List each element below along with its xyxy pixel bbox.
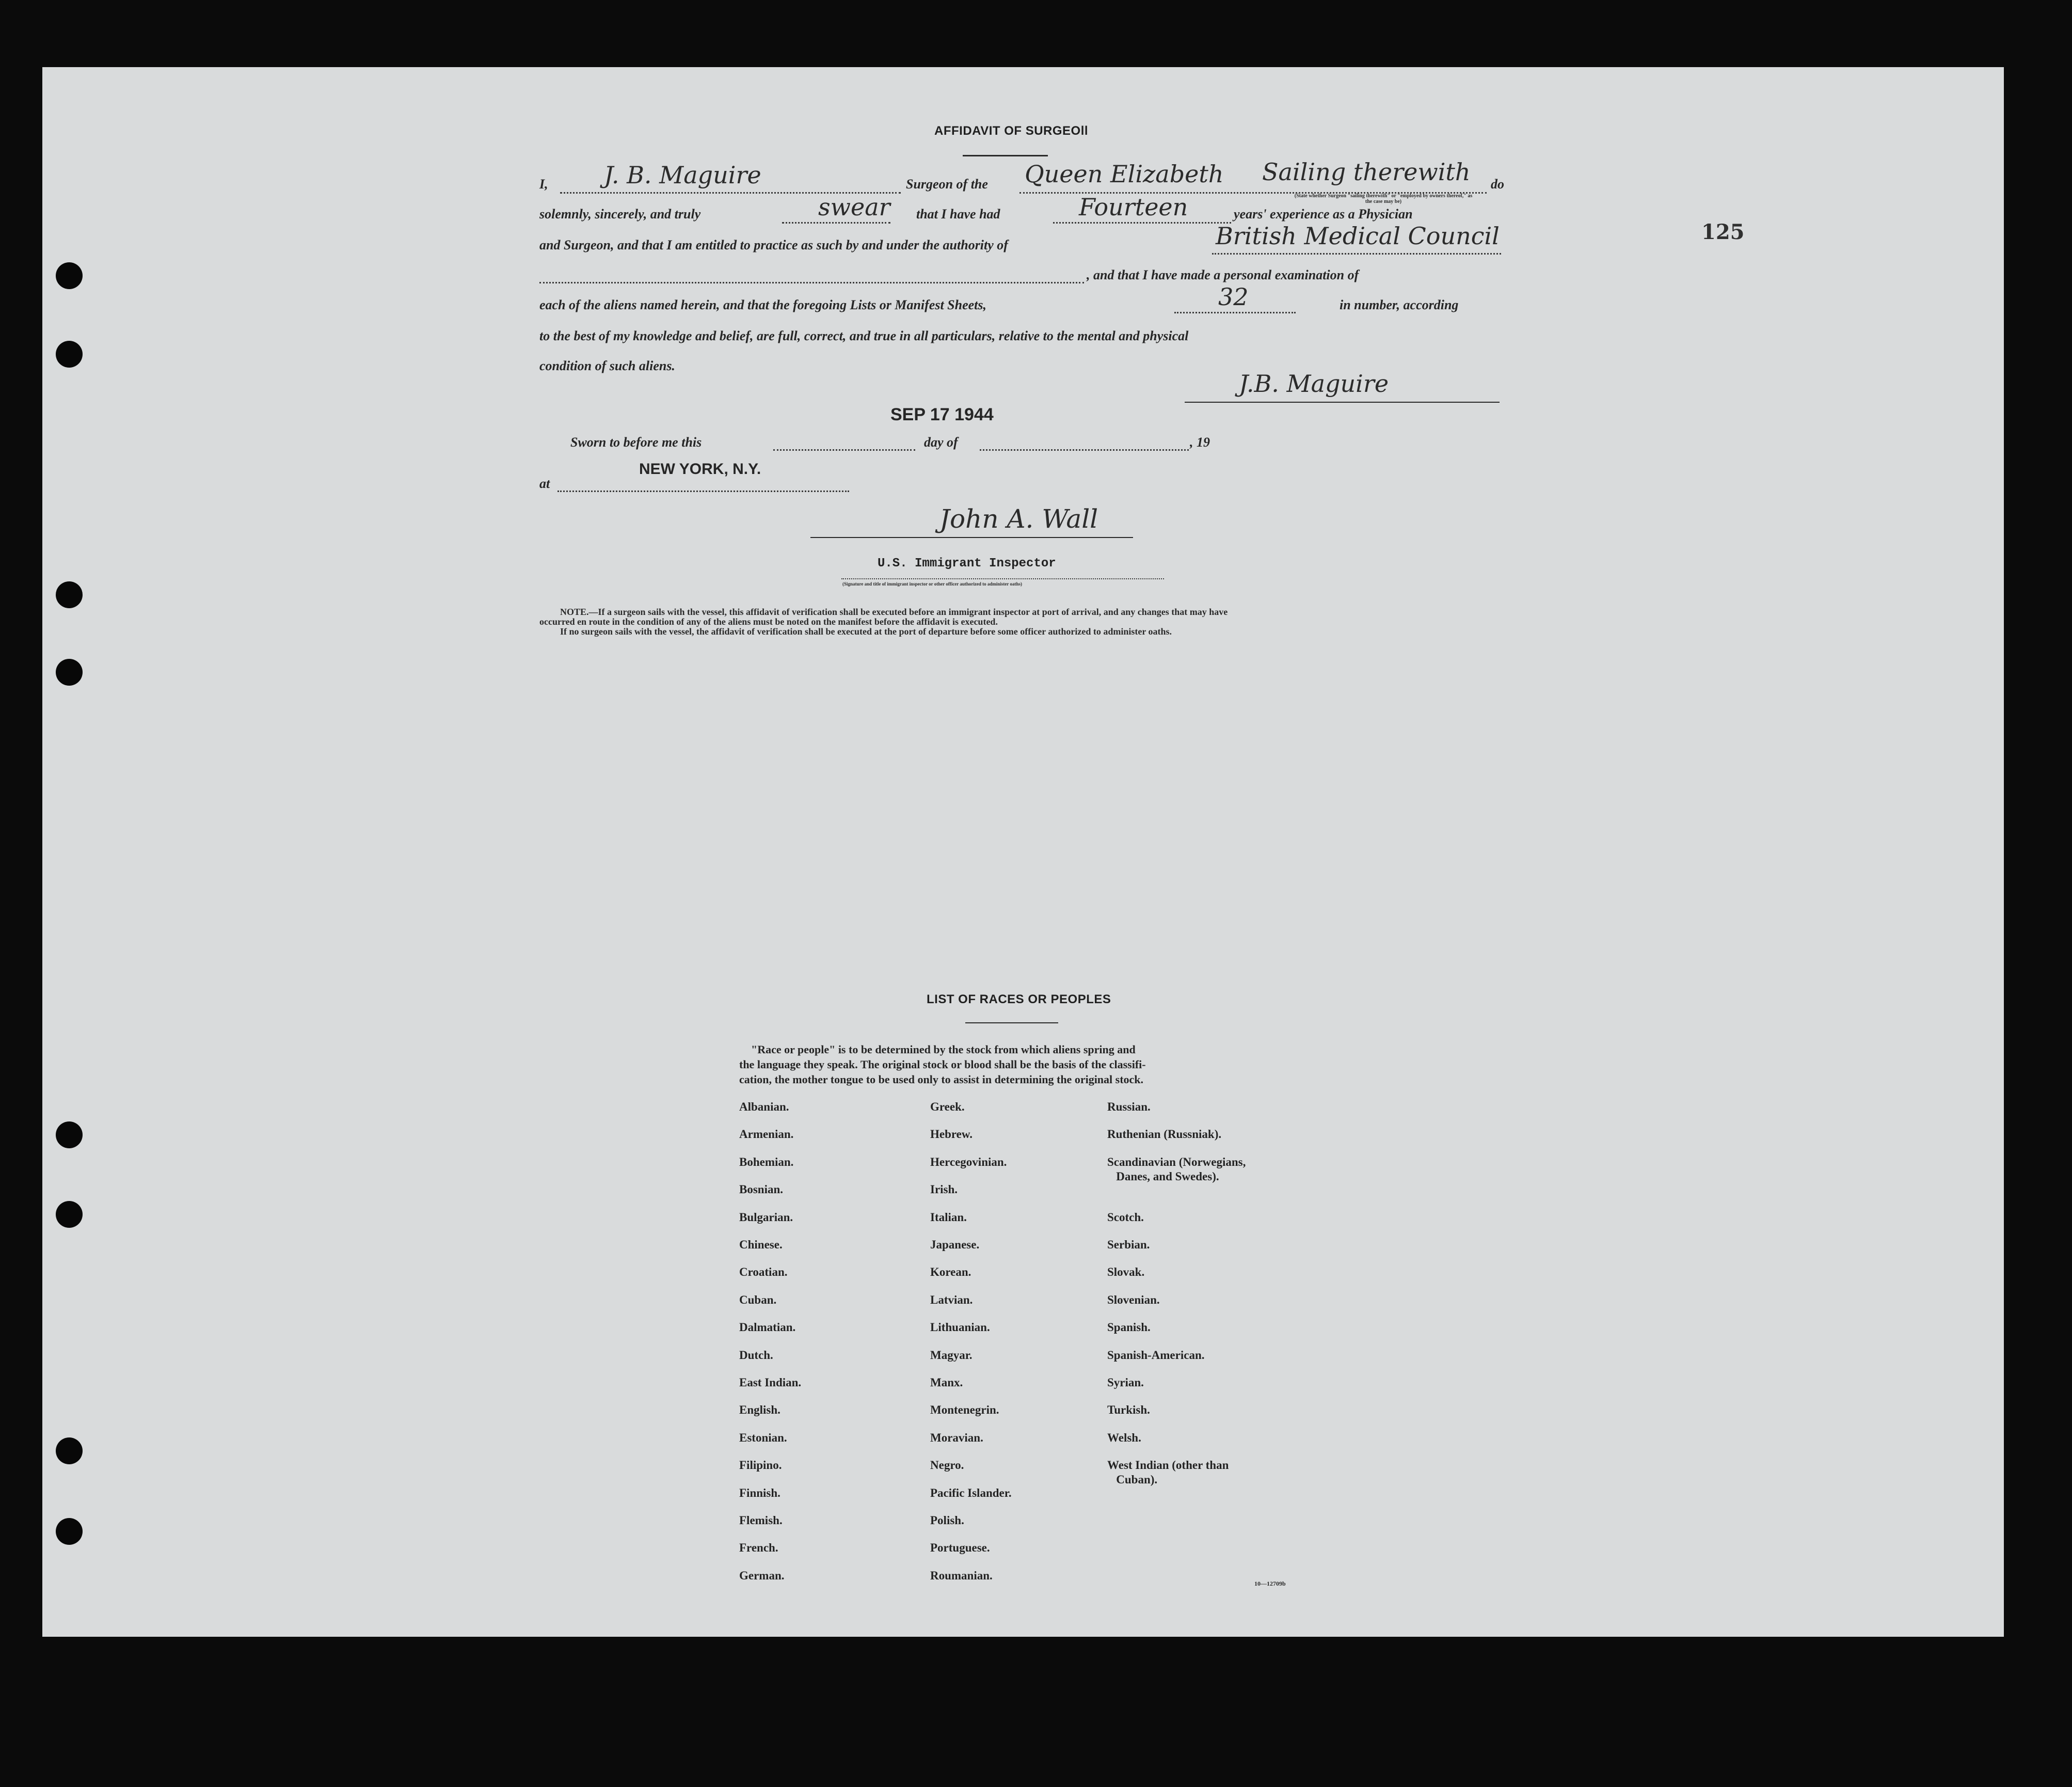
line4-text: , and that I have made a personal examination of [1087, 267, 1359, 282]
race-item: Dutch. [739, 1348, 773, 1362]
race-item: Korean. [930, 1266, 971, 1279]
race-item: Bulgarian. [739, 1210, 793, 1224]
punch-hole [56, 1121, 83, 1148]
surgeon-signature: J.B. Maguire [1239, 370, 1389, 398]
state-whether-note: (State whether Surgeon "sailing therewith" or "employed by owners thereof," as the case may be) [1294, 193, 1473, 204]
race-item: Dalmatian. [739, 1321, 796, 1334]
years-handwriting: Fourteen [1079, 193, 1188, 221]
race-item: Turkish. [1107, 1403, 1150, 1417]
race-item: German. [739, 1569, 785, 1582]
races-title-underline [965, 1022, 1058, 1023]
race-item: Chinese. [739, 1238, 783, 1251]
line5-text: each of the aliens named herein, and that the foregoing Lists or Manifest Sheets, [539, 297, 987, 312]
blank-authority [1212, 253, 1501, 255]
race-item: Slovak. [1107, 1266, 1145, 1279]
line7-text: condition of such aliens. [539, 358, 675, 373]
race-item: Greek. [930, 1100, 965, 1113]
punch-hole [56, 341, 83, 368]
line1-do: do [1491, 177, 1504, 192]
races-title: LIST OF RACES OR PEOPLES [927, 992, 1111, 1006]
races-intro-2: the language they speak. The original stock or blood shall be the basis of the classifi- [739, 1058, 1146, 1071]
race-item: Estonian. [739, 1431, 787, 1444]
note-line-1: NOTE.—If a surgeon sails with the vessel, this affidavit of verification shall be executed before an immigrant inspector at port of arrival, and any changes that may have [560, 607, 1228, 617]
race-item: English. [739, 1403, 780, 1417]
race-item: Negro. [930, 1459, 964, 1472]
race-item: Russian. [1107, 1100, 1151, 1113]
race-item: Scotch. [1107, 1210, 1144, 1224]
sailing-handwriting: Sailing therewith [1262, 158, 1471, 186]
race-item: Japanese. [930, 1238, 980, 1251]
race-item: Hercegovinian. [930, 1155, 1007, 1168]
inspector-title-line [841, 578, 1164, 579]
race-item: Ruthenian (Russniak). [1107, 1128, 1222, 1141]
sworn-text: Sworn to before me this [570, 435, 702, 450]
document-sheet [42, 67, 2004, 1637]
race-item: Moravian. [930, 1431, 983, 1444]
race-item: Cuban. [739, 1293, 777, 1306]
race-item: Magyar. [930, 1348, 973, 1362]
line2-solemnly: solemnly, sincerely, and truly [539, 207, 701, 222]
race-item: Finnish. [739, 1486, 780, 1499]
punch-hole [56, 659, 83, 686]
line2-have-had: that I have had [916, 207, 1000, 222]
surgeon-name-handwriting: J. B. Maguire [604, 161, 761, 189]
race-item: Armenian. [739, 1128, 794, 1141]
punch-hole [56, 1437, 83, 1464]
race-item: Spanish. [1107, 1321, 1151, 1334]
race-item: Polish. [930, 1514, 964, 1527]
race-item: Scandinavian (Norwegians, Danes, and Swedes). [1107, 1155, 1246, 1183]
blank-swear [782, 222, 890, 224]
inspector-caption: (Signature and title of immigrant inspector or other officer authorized to administer oaths) [842, 581, 1022, 587]
race-item: Roumanian. [930, 1569, 993, 1582]
swear-handwriting: swear [818, 193, 890, 221]
sworn-day-of: day of [924, 435, 958, 450]
punch-hole [56, 1201, 83, 1228]
vessel-handwriting: Queen Elizabeth [1025, 160, 1224, 188]
inspector-signature-line [810, 537, 1133, 538]
line5-in-number: in number, according [1340, 297, 1459, 312]
at-label: at [539, 476, 550, 491]
inspector-signature: John A. Wall [939, 504, 1098, 534]
race-item: Serbian. [1107, 1238, 1150, 1251]
note-line-3: If no surgeon sails with the vessel, the affidavit of verification shall be executed at the port of departure before some officer authorized to administer oaths. [560, 626, 1172, 637]
race-item: Syrian. [1107, 1376, 1144, 1389]
sworn-year: , 19 [1190, 435, 1210, 450]
race-item: Spanish-American. [1107, 1348, 1205, 1362]
form-code: 10—12709b [1254, 1580, 1286, 1587]
blank-month [980, 449, 1189, 451]
race-item: Montenegrin. [930, 1403, 999, 1417]
line1-i: I, [539, 177, 548, 192]
races-intro-1: "Race or people" is to be determined by the stock from which aliens spring and [751, 1043, 1136, 1056]
race-item: Hebrew. [930, 1128, 973, 1141]
sheets-handwriting: 32 [1218, 283, 1249, 311]
signature-line [1185, 402, 1500, 403]
race-item: Slovenian. [1107, 1293, 1160, 1306]
race-item: Latvian. [930, 1293, 973, 1306]
race-item: Welsh. [1107, 1431, 1141, 1444]
race-item: West Indian (other than Cuban). [1107, 1459, 1229, 1486]
race-item: Italian. [930, 1210, 967, 1224]
title-underline [963, 155, 1048, 156]
race-item: Manx. [930, 1376, 963, 1389]
race-item: East Indian. [739, 1376, 802, 1389]
race-item: Pacific Islander. [930, 1486, 1012, 1499]
inspector-title: U.S. Immigrant Inspector [878, 557, 1056, 571]
line6-text: to the best of my knowledge and belief, are full, correct, and true in all particulars, relative to the mental and physical [539, 328, 1189, 343]
stamp-date: SEP 17 1944 [890, 405, 994, 424]
race-item: Croatian. [739, 1266, 788, 1279]
stamp-place: NEW YORK, N.Y. [639, 461, 761, 478]
note-line-2: occurred en route in the condition of any of the aliens must be noted on the manifest before the affidavit is executed. [539, 616, 998, 627]
punch-hole [56, 1518, 83, 1545]
race-item: Irish. [930, 1183, 958, 1196]
punch-hole [56, 262, 83, 289]
authority-handwriting: British Medical Council [1216, 222, 1500, 250]
page-number: 125 [1701, 220, 1745, 244]
blank-day [773, 449, 915, 451]
race-item: Bosnian. [739, 1183, 784, 1196]
blank-sheets [1174, 312, 1296, 313]
line1-surgeon-of: Surgeon of the [906, 177, 988, 192]
race-item: Bohemian. [739, 1155, 794, 1168]
races-intro-3: cation, the mother tongue to be used only to assist in determining the original stock. [739, 1073, 1144, 1086]
race-item: Lithuanian. [930, 1321, 990, 1334]
line3-text: and Surgeon, and that I am entitled to practice as such by and under the authority of [539, 238, 1008, 252]
blank-authority-cont [539, 282, 1084, 283]
race-item: Filipino. [739, 1459, 782, 1472]
affidavit-title: AFFIDAVIT OF SURGEOll [934, 124, 1089, 138]
race-item: Albanian. [739, 1100, 789, 1113]
race-item: French. [739, 1541, 778, 1555]
punch-hole [56, 581, 83, 608]
blank-place [557, 491, 849, 492]
race-item: Flemish. [739, 1514, 783, 1527]
race-item: Portuguese. [930, 1541, 990, 1555]
blank-years [1053, 222, 1231, 224]
line2-years-experience: years' experience as a Physician [1234, 207, 1413, 222]
